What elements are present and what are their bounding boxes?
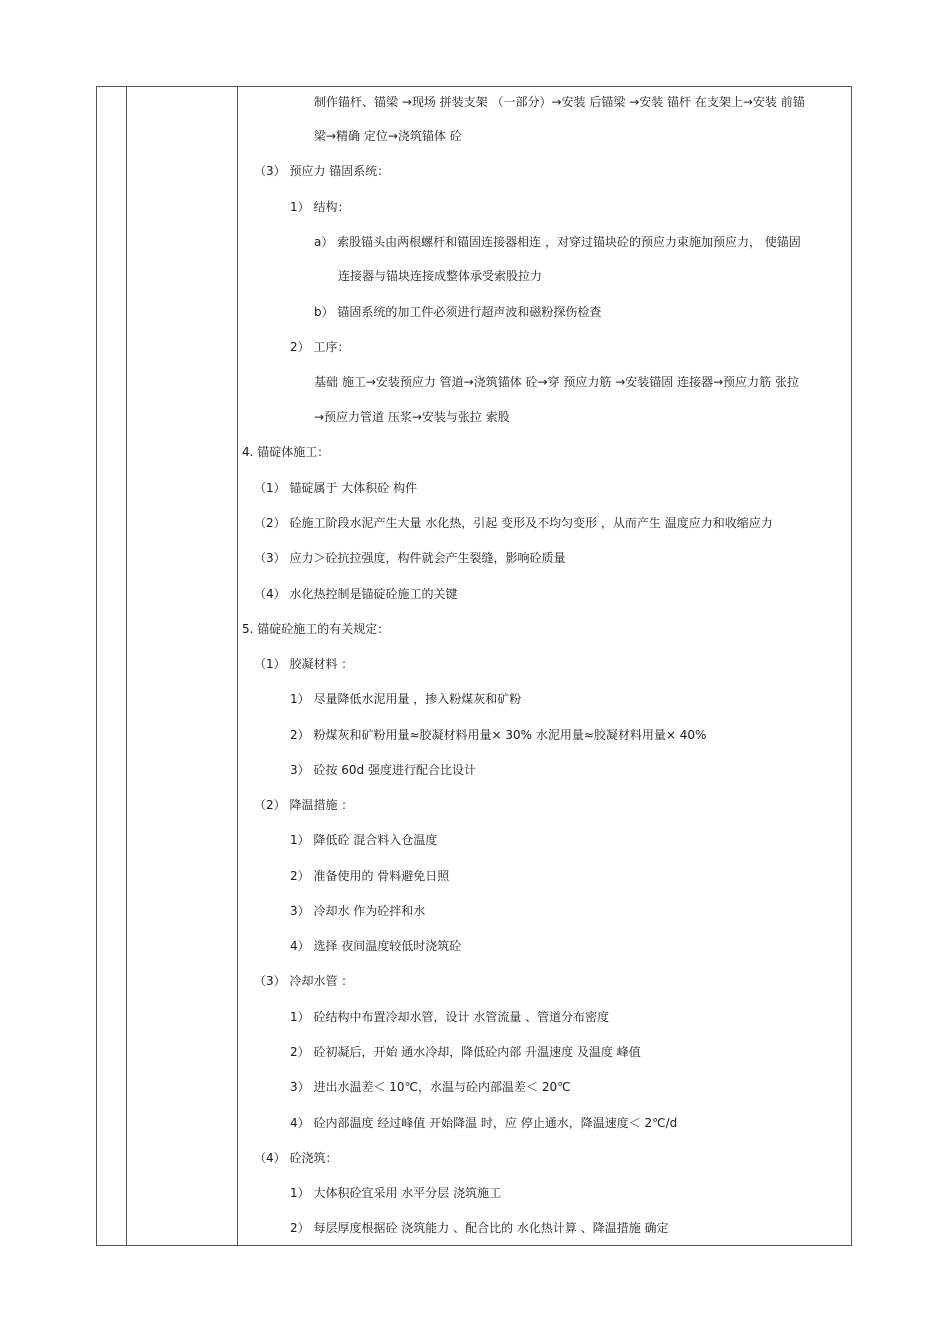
text-line: 2） 粉煤灰和矿粉用量≈胶凝材料用量× 30% 水泥用量≈胶凝材料用量× 40% — [290, 728, 707, 742]
text-line: 2） 砼初凝后，开始 通水冷却，降低砼内部 升温速度 及温度 峰值 — [290, 1045, 641, 1059]
text-line: 2） 每层厚度根据砼 浇筑能力 、配合比的 水化热计算 、降温措施 确定 — [290, 1221, 669, 1235]
heading-item: （1） 胶凝材料 ： — [254, 657, 354, 671]
section-heading: 5. 锚碇砼施工的有关规定： — [242, 622, 390, 636]
text-line: 4） 砼内部温度 经过峰值 开始降温 时，应 停止通水，降温速度＜ 2℃/d — [290, 1116, 678, 1130]
form-table — [96, 86, 852, 1246]
text-line: 3） 砼按 60d 强度进行配合比设计 — [290, 763, 476, 777]
heading-item: （3） 冷却水管 ： — [254, 974, 354, 988]
text-line: →预应力管道 压浆→安装与张拉 索股 — [314, 410, 510, 424]
text-line: a） 索股锚头由两根螺杆和锚固连接器相连 ，对穿过锚块砼的预应力束施加预应力， 使锚固 — [314, 235, 801, 249]
text-line: （3） 应力＞砼抗拉强度，构件就会产生裂缝，影响砼质量 — [254, 551, 566, 565]
text-line: 2） 准备使用的 骨料避免日照 — [290, 869, 450, 883]
heading-item: （4） 砼浇筑： — [254, 1151, 338, 1165]
text-line: 1） 结构： — [290, 200, 350, 214]
heading-item: （3） 预应力 锚固系统： — [254, 164, 390, 178]
text-line: b） 锚固系统的加工件必须进行超声波和磁粉探伤检查 — [314, 305, 602, 319]
text-line: （2） 砼施工阶段水泥产生大量 水化热，引起 变形及不均匀变形 ，从而产生 温度应力和收缩应力 — [254, 516, 773, 530]
text-line: 基础 施工→安装预应力 管道→浇筑锚体 砼→穿 预应力筋 →安装锚固 连接器→预应力筋 张拉 — [314, 375, 799, 389]
text-line: 1） 尽量降低水泥用量 ，掺入粉煤灰和矿粉 — [290, 692, 522, 706]
heading-item: （2） 降温措施 ： — [254, 798, 354, 812]
text-line: 梁→精确 定位→浇筑锚体 砼 — [314, 129, 462, 143]
text-line: 3） 冷却水 作为砼拌和水 — [290, 904, 426, 918]
column-divider — [237, 87, 238, 1245]
text-line: 1） 降低砼 混合料入仓温度 — [290, 833, 438, 847]
text-line: 制作锚杆、锚梁 →现场 拼装支架 （一部分）→安装 后锚梁 →安装 锚杆 在支架上→安装 前锚 — [314, 95, 805, 109]
text-line: 3） 进出水温差＜ 10℃，水温与砼内部温差＜ 20℃ — [290, 1080, 571, 1094]
text-line: （1） 锚碇属于 大体积砼 构件 — [254, 481, 418, 495]
text-line: 1） 砼结构中布置冷却水管，设计 水管流量 、管道分布密度 — [290, 1010, 610, 1024]
text-line: 1） 大体积砼宜采用 水平分层 浇筑施工 — [290, 1186, 502, 1200]
column-divider — [126, 87, 127, 1245]
section-heading: 4. 锚碇体施工： — [242, 445, 330, 459]
text-line: （4） 水化热控制是锚碇砼施工的关键 — [254, 587, 458, 601]
text-line: 4） 选择 夜间温度较低时浇筑砼 — [290, 939, 462, 953]
text-line: 连接器与锚块连接成整体承受索股拉力 — [338, 269, 543, 283]
text-line: 2） 工序： — [290, 340, 350, 354]
